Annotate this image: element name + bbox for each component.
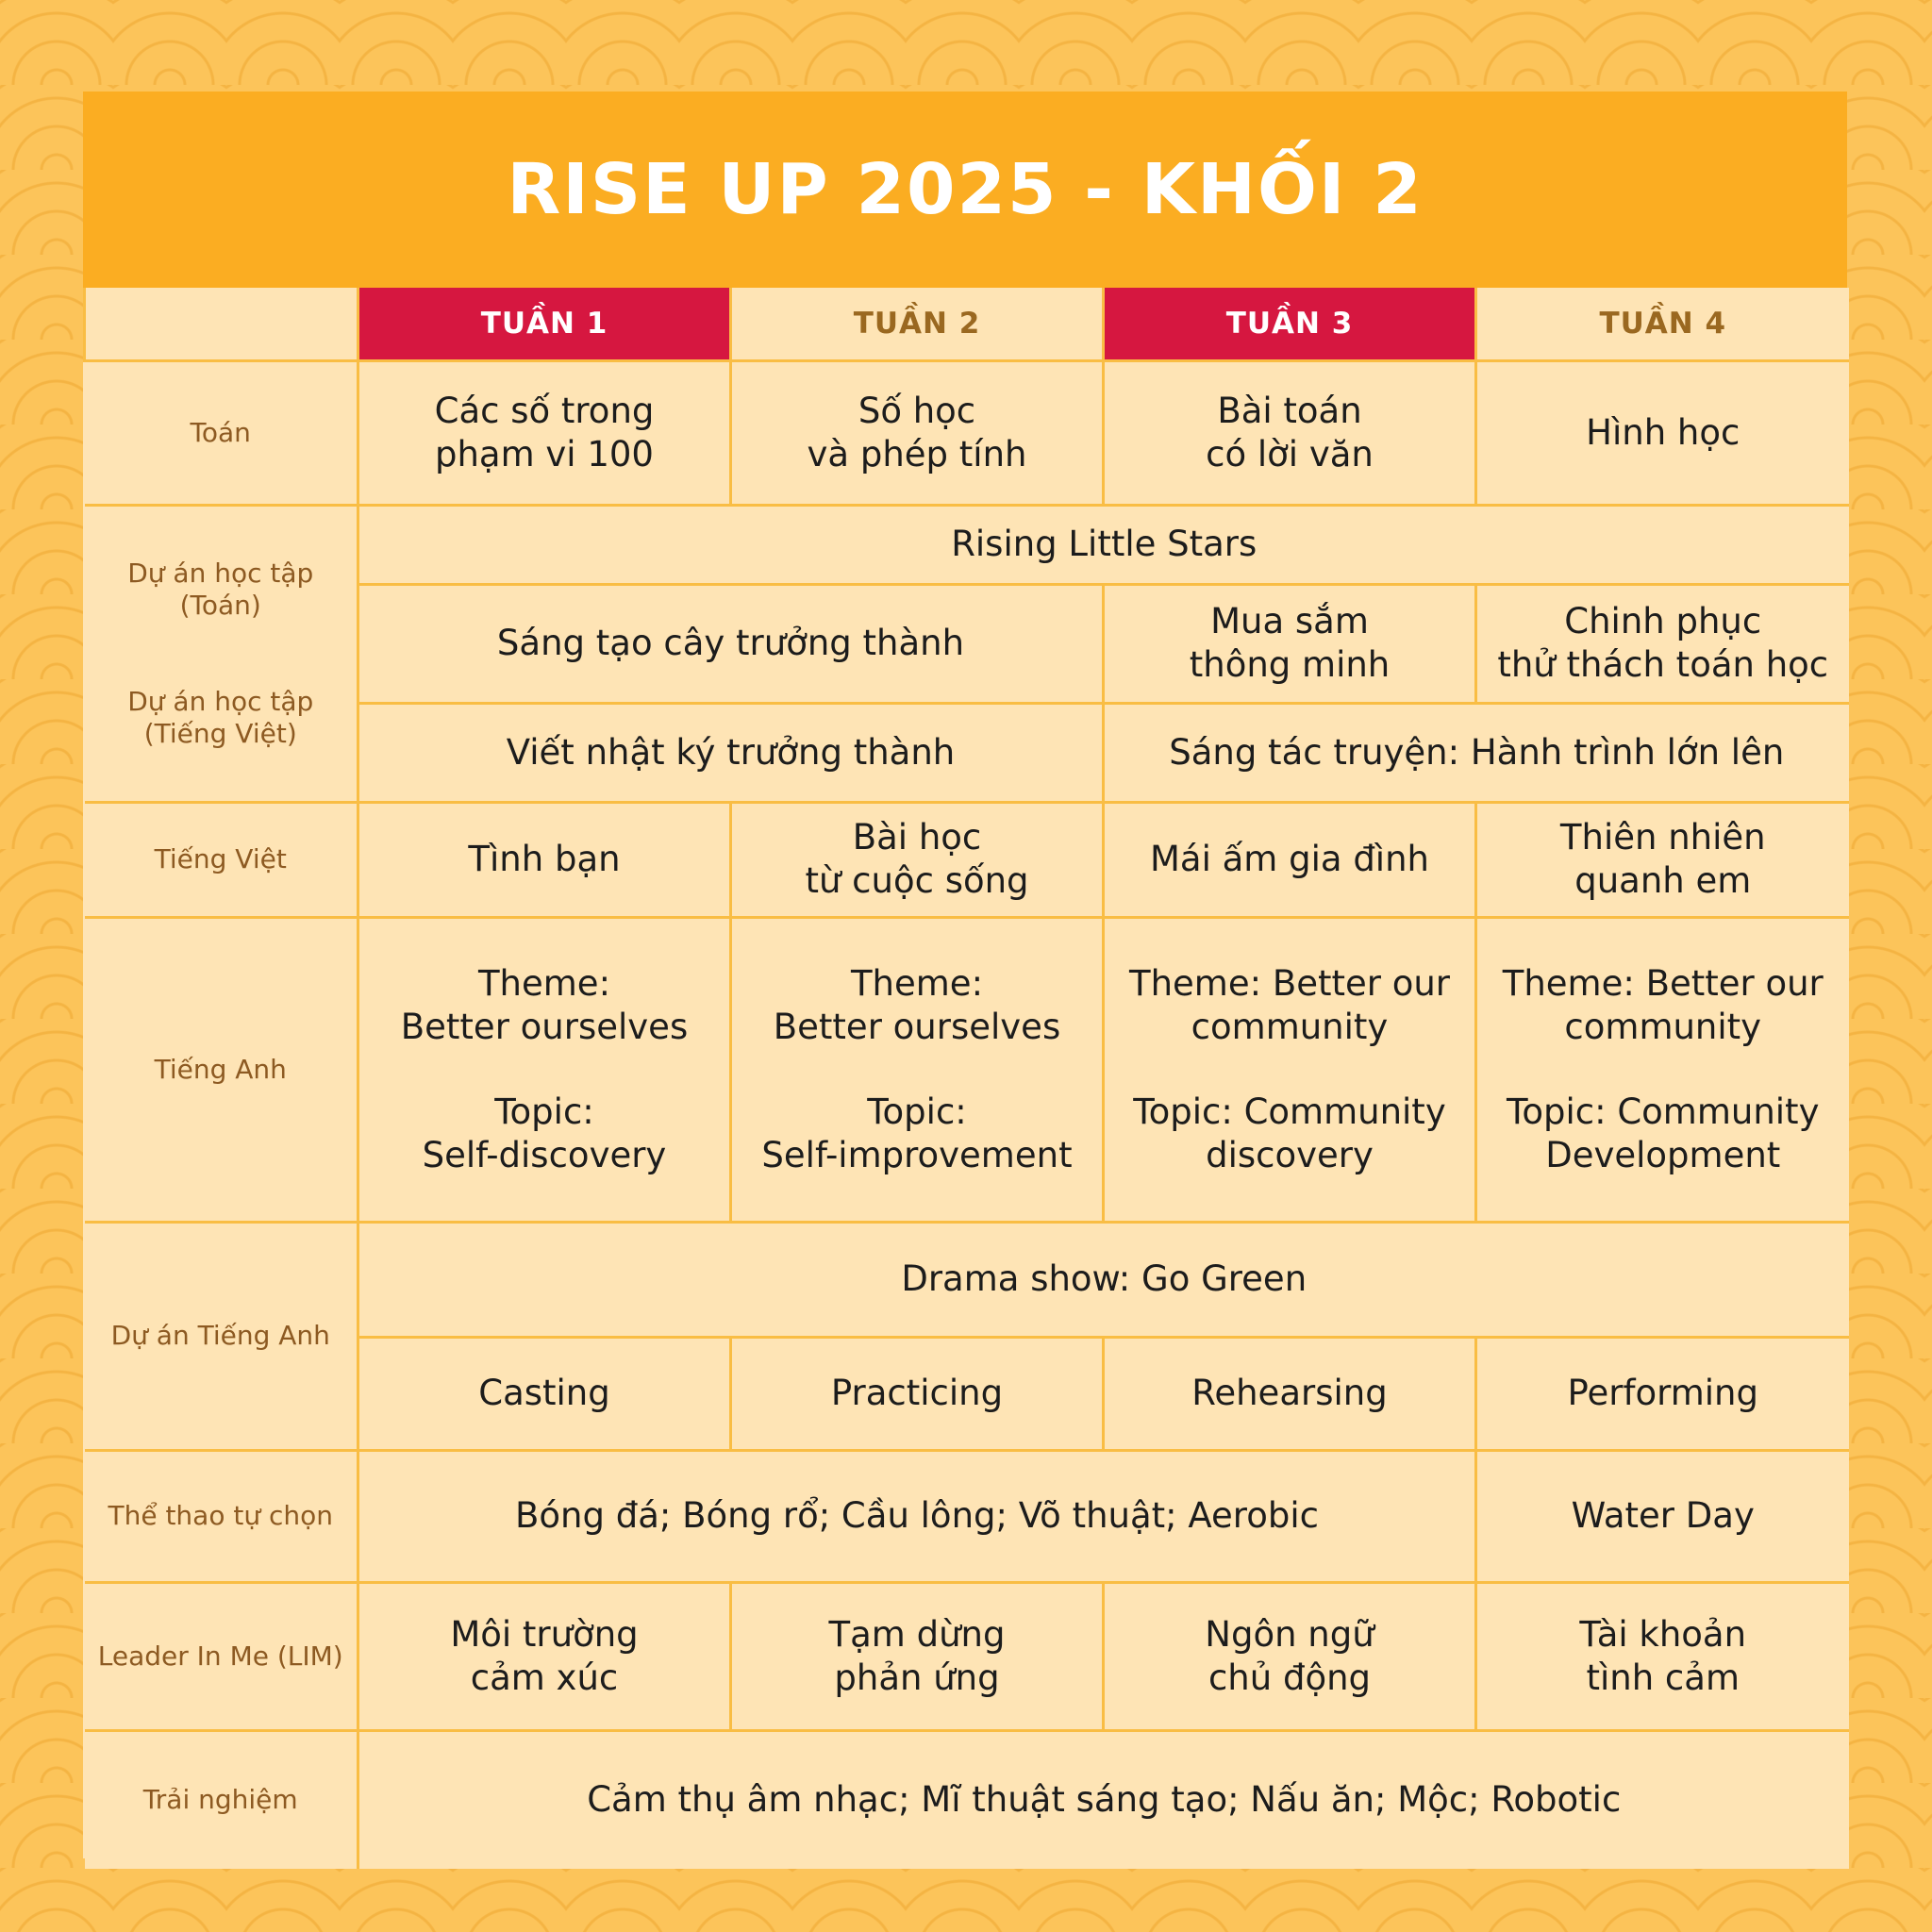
tieng-anh-week-3-topic: Topic: Community discovery bbox=[1133, 1091, 1446, 1175]
toan-week-3: Bài toán có lời văn bbox=[1104, 360, 1476, 505]
tieng-anh-week-3 bbox=[1104, 917, 1476, 1222]
row-tieng-anh bbox=[85, 917, 1849, 1222]
tieng-anh-week-1 bbox=[358, 917, 731, 1222]
du-an-tv-week-3-4: Sáng tác truyện: Hành trình lớn lên bbox=[1104, 703, 1849, 802]
tieng-anh-week-4 bbox=[1476, 917, 1849, 1222]
row-label-the-thao: Thể thao tự chọn bbox=[85, 1450, 358, 1582]
toan-week-2: Số học và phép tính bbox=[731, 360, 1104, 505]
lim-week-2: Tạm dừng phản ứng bbox=[731, 1582, 1104, 1730]
du-an-shared-title: Rising Little Stars bbox=[358, 505, 1849, 584]
row-label-toan: Toán bbox=[85, 360, 358, 505]
row-du-an-shared bbox=[85, 505, 1849, 584]
row-label-trai-nghiem: Trải nghiệm bbox=[85, 1730, 358, 1869]
tieng-viet-week-4: Thiên nhiên quanh em bbox=[1476, 802, 1849, 917]
week-1-header: TUẦN 1 bbox=[358, 288, 731, 360]
tieng-anh-week-4-topic: Topic: Community Development bbox=[1507, 1091, 1820, 1175]
row-label-du-an-tieng-viet: Dự án học tập (Tiếng Việt) bbox=[127, 685, 314, 749]
tieng-anh-week-4-theme: Theme: Better our community bbox=[1502, 962, 1824, 1047]
du-an-toan-week-1-2: Sáng tạo cây trưởng thành bbox=[358, 584, 1104, 703]
the-thao-week-4: Water Day bbox=[1476, 1450, 1849, 1582]
row-label-du-an-tieng-anh: Dự án Tiếng Anh bbox=[85, 1222, 358, 1450]
row-label-tieng-viet: Tiếng Việt bbox=[85, 802, 358, 917]
trai-nghiem-all-weeks: Cảm thụ âm nhạc; Mĩ thuật sáng tạo; Nấu ăn; Mộc; Robotic bbox=[358, 1730, 1849, 1869]
drama-week-2: Practicing bbox=[731, 1337, 1104, 1450]
row-label-tieng-anh: Tiếng Anh bbox=[85, 917, 358, 1222]
week-header-row bbox=[85, 288, 1849, 360]
schedule-board bbox=[83, 92, 1847, 1858]
tieng-anh-week-2-topic: Topic: Self-improvement bbox=[761, 1091, 1073, 1175]
week-2-header: TUẦN 2 bbox=[731, 288, 1104, 360]
header-banner bbox=[83, 92, 1847, 288]
the-thao-week-1-3: Bóng đá; Bóng rổ; Cầu lông; Võ thuật; Aerobic bbox=[358, 1450, 1476, 1582]
schedule-table bbox=[83, 288, 1849, 1869]
tieng-viet-week-1: Tình bạn bbox=[358, 802, 731, 917]
toan-week-4: Hình học bbox=[1476, 360, 1849, 505]
tieng-viet-week-3: Mái ấm gia đình bbox=[1104, 802, 1476, 917]
tieng-anh-week-1-topic: Topic: Self-discovery bbox=[422, 1091, 667, 1175]
corner-cell bbox=[85, 288, 358, 360]
row-tieng-viet bbox=[85, 802, 1849, 917]
du-an-toan-week-3: Mua sắm thông minh bbox=[1104, 584, 1476, 703]
row-label-lim: Leader In Me (LIM) bbox=[85, 1582, 358, 1730]
row-the-thao bbox=[85, 1450, 1849, 1582]
page-title: RISE UP 2025 - KHỐI 2 bbox=[507, 149, 1424, 230]
lim-week-3: Ngôn ngữ chủ động bbox=[1104, 1582, 1476, 1730]
tieng-anh-week-2-theme: Theme: Better ourselves bbox=[773, 962, 1061, 1047]
drama-week-4: Performing bbox=[1476, 1337, 1849, 1450]
week-3-header: TUẦN 3 bbox=[1104, 288, 1476, 360]
row-label-du-an bbox=[85, 505, 358, 802]
drama-week-1: Casting bbox=[358, 1337, 731, 1450]
row-du-an-tieng-anh-shared bbox=[85, 1222, 1849, 1337]
lim-week-4: Tài khoản tình cảm bbox=[1476, 1582, 1849, 1730]
tieng-anh-week-1-theme: Theme: Better ourselves bbox=[400, 962, 689, 1047]
tieng-anh-week-2 bbox=[731, 917, 1104, 1222]
du-an-toan-week-4: Chinh phục thử thách toán học bbox=[1476, 584, 1849, 703]
drama-week-3: Rehearsing bbox=[1104, 1337, 1476, 1450]
tieng-anh-week-3-theme: Theme: Better our community bbox=[1128, 962, 1451, 1047]
toan-week-1: Các số trong phạm vi 100 bbox=[358, 360, 731, 505]
row-lim bbox=[85, 1582, 1849, 1730]
tieng-viet-week-2: Bài học từ cuộc sống bbox=[731, 802, 1104, 917]
week-4-header: TUẦN 4 bbox=[1476, 288, 1849, 360]
lim-week-1: Môi trường cảm xúc bbox=[358, 1582, 731, 1730]
drama-show-title: Drama show: Go Green bbox=[358, 1222, 1849, 1337]
row-label-du-an-toan: Dự án học tập (Toán) bbox=[127, 557, 314, 621]
du-an-tv-week-1-2: Viết nhật ký trưởng thành bbox=[358, 703, 1104, 802]
row-trai-nghiem bbox=[85, 1730, 1849, 1869]
